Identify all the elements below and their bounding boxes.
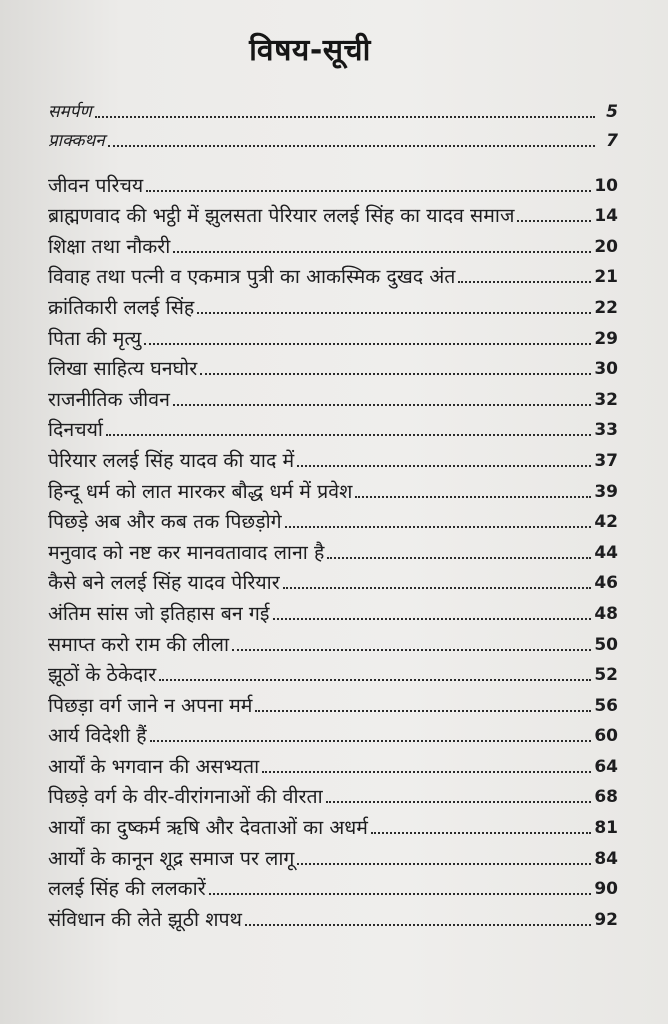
toc-page-number: 90 — [594, 879, 618, 900]
toc-entry-title: पिछड़ा वर्ग जाने न अपना मर्म — [48, 693, 253, 717]
toc-entry-title: संविधान की लेते झूठी शपथ — [48, 907, 243, 931]
toc-entry-title: आर्य विदेशी हैं — [48, 724, 147, 748]
toc-page-number: 21 — [594, 267, 618, 288]
dot-leader — [283, 586, 592, 589]
toc-chapter-row — [48, 594, 618, 625]
toc-chapter-row — [48, 288, 618, 319]
dot-leader — [458, 280, 591, 283]
dot-leader — [297, 862, 591, 865]
toc-page-number: 42 — [594, 512, 618, 533]
toc-front-matter-row — [48, 94, 618, 123]
dot-leader — [144, 342, 591, 345]
dot-leader — [106, 433, 591, 436]
toc-chapter-row — [48, 900, 618, 931]
toc-chapter-row — [48, 319, 618, 350]
toc-chapter-row — [48, 686, 618, 717]
dot-leader — [517, 219, 591, 222]
toc-page-number: 60 — [594, 726, 618, 747]
dot-leader — [326, 800, 592, 803]
toc-page-number: 33 — [594, 420, 618, 441]
toc-page-number: 81 — [594, 818, 618, 839]
toc-chapter-row — [48, 717, 618, 748]
toc-entry-title: समर्पण — [48, 102, 92, 122]
toc-page-number: 22 — [594, 297, 618, 318]
toc-page-number: 46 — [594, 573, 618, 594]
toc-page-number: 39 — [594, 481, 618, 502]
toc-page-number: 64 — [594, 756, 618, 777]
toc-entry-title: आर्यों के भगवान की असभ्यता — [48, 754, 260, 778]
toc-chapter-row — [48, 441, 618, 472]
toc-page-number: 50 — [594, 634, 618, 655]
toc-chapter-row — [48, 503, 618, 534]
toc-page-number: 10 — [594, 175, 618, 196]
dot-leader — [95, 115, 595, 118]
toc-chapter-row — [48, 625, 618, 656]
toc-page-number: 5 — [606, 102, 618, 122]
toc-entry-title: झूठों के ठेकेदार — [48, 663, 157, 687]
toc-chapter-row — [48, 197, 618, 228]
toc-chapter-row — [48, 564, 618, 595]
toc-front-matter-row — [48, 123, 618, 152]
table-of-contents — [48, 94, 618, 931]
toc-chapter-row — [48, 747, 618, 778]
toc-page-number: 7 — [606, 131, 618, 151]
toc-page-number: 29 — [594, 328, 618, 349]
dot-leader — [173, 250, 591, 253]
toc-entry-title: जीवन परिचय — [48, 173, 144, 197]
toc-entry-title: आर्यों के कानून शूद्र समाज पर लागू — [48, 846, 295, 870]
toc-page-number: 32 — [594, 389, 618, 410]
toc-chapter-row — [48, 411, 618, 442]
dot-leader — [108, 144, 595, 147]
toc-entry-title: दिनचर्या — [48, 418, 103, 442]
toc-chapter-row — [48, 656, 618, 687]
dot-leader — [262, 770, 591, 773]
toc-page-number: 52 — [594, 665, 618, 686]
toc-entry-title: अंतिम सांस जो इतिहास बन गई — [48, 601, 270, 625]
toc-page-number: 44 — [594, 542, 618, 563]
dot-leader — [327, 556, 591, 559]
toc-chapter-row — [48, 839, 618, 870]
toc-entry-title: प्राक्कथन — [48, 131, 105, 151]
toc-entry-title: हिन्दू धर्म को लात मारकर बौद्ध धर्म में प्रवेश — [48, 479, 353, 503]
toc-page-number: 20 — [594, 236, 618, 257]
dot-leader — [297, 464, 591, 467]
toc-entry-title: समाप्त करो राम की लीला — [48, 632, 230, 656]
dot-leader — [159, 678, 591, 681]
dot-leader — [371, 831, 591, 834]
toc-entry-title: विवाह तथा पत्नी व एकमात्र पुत्री का आकस्मिक दुखद अंत — [48, 265, 456, 289]
toc-entry-title: क्रांतिकारी ललई सिंह — [48, 295, 195, 319]
dot-leader — [355, 495, 591, 498]
toc-entry-title: लिखा साहित्य घनघोर — [48, 357, 198, 381]
toc-chapter-row — [48, 227, 618, 258]
toc-entry-title: कैसे बने ललई सिंह यादव पेरियार — [48, 571, 280, 595]
toc-chapter-row — [48, 258, 618, 289]
toc-entry-title: पिछड़े वर्ग के वीर-वीरांगनाओं की वीरता — [48, 785, 323, 809]
toc-chapter-row — [48, 533, 618, 564]
toc-page-number: 92 — [594, 909, 618, 930]
toc-page-number: 37 — [594, 450, 618, 471]
toc-page-number: 30 — [594, 359, 618, 380]
toc-page-number: 14 — [594, 206, 618, 227]
toc-page-number: 56 — [594, 695, 618, 716]
dot-leader — [255, 709, 591, 712]
dot-leader — [150, 739, 592, 742]
toc-chapter-row — [48, 350, 618, 381]
toc-chapter-row — [48, 166, 618, 197]
toc-entry-title: पेरियार ललई सिंह यादव की याद में — [48, 448, 295, 472]
toc-entry-title: राजनीतिक जीवन — [48, 387, 170, 411]
toc-entry-title: ब्राह्मणवाद की भट्ठी में झुलसता पेरियार ललई सिंह का यादव समाज — [48, 204, 515, 228]
dot-leader — [245, 923, 591, 926]
dot-leader — [209, 892, 592, 895]
section-gap — [48, 152, 618, 166]
toc-entry-title: पिछड़े अब और कब तक पिछड़ोगे — [48, 510, 282, 534]
dot-leader — [232, 648, 591, 651]
dot-leader — [146, 189, 591, 192]
toc-page-number: 84 — [594, 848, 618, 869]
dot-leader — [200, 372, 591, 375]
dot-leader — [197, 311, 591, 314]
toc-entry-title: आर्यों का दुष्कर्म ऋषि और देवताओं का अधर्म — [48, 816, 368, 840]
toc-chapter-row — [48, 870, 618, 901]
toc-page-number: 68 — [594, 787, 618, 808]
toc-chapter-row — [48, 472, 618, 503]
page-title: विषय-सूची — [249, 33, 371, 68]
toc-chapter-row — [48, 380, 618, 411]
toc-entry-title: मनुवाद को नष्ट कर मानवतावाद लाना है — [48, 540, 325, 564]
dot-leader — [173, 403, 591, 406]
toc-entry-title: शिक्षा तथा नौकरी — [48, 234, 171, 258]
dot-leader — [285, 525, 592, 528]
toc-entry-title: ललई सिंह की ललकारें — [48, 877, 206, 901]
toc-chapter-row — [48, 808, 618, 839]
toc-entry-title: पिता की मृत्यु — [48, 326, 142, 350]
dot-leader — [273, 617, 592, 620]
toc-page-number: 48 — [594, 603, 618, 624]
toc-chapter-row — [48, 778, 618, 809]
